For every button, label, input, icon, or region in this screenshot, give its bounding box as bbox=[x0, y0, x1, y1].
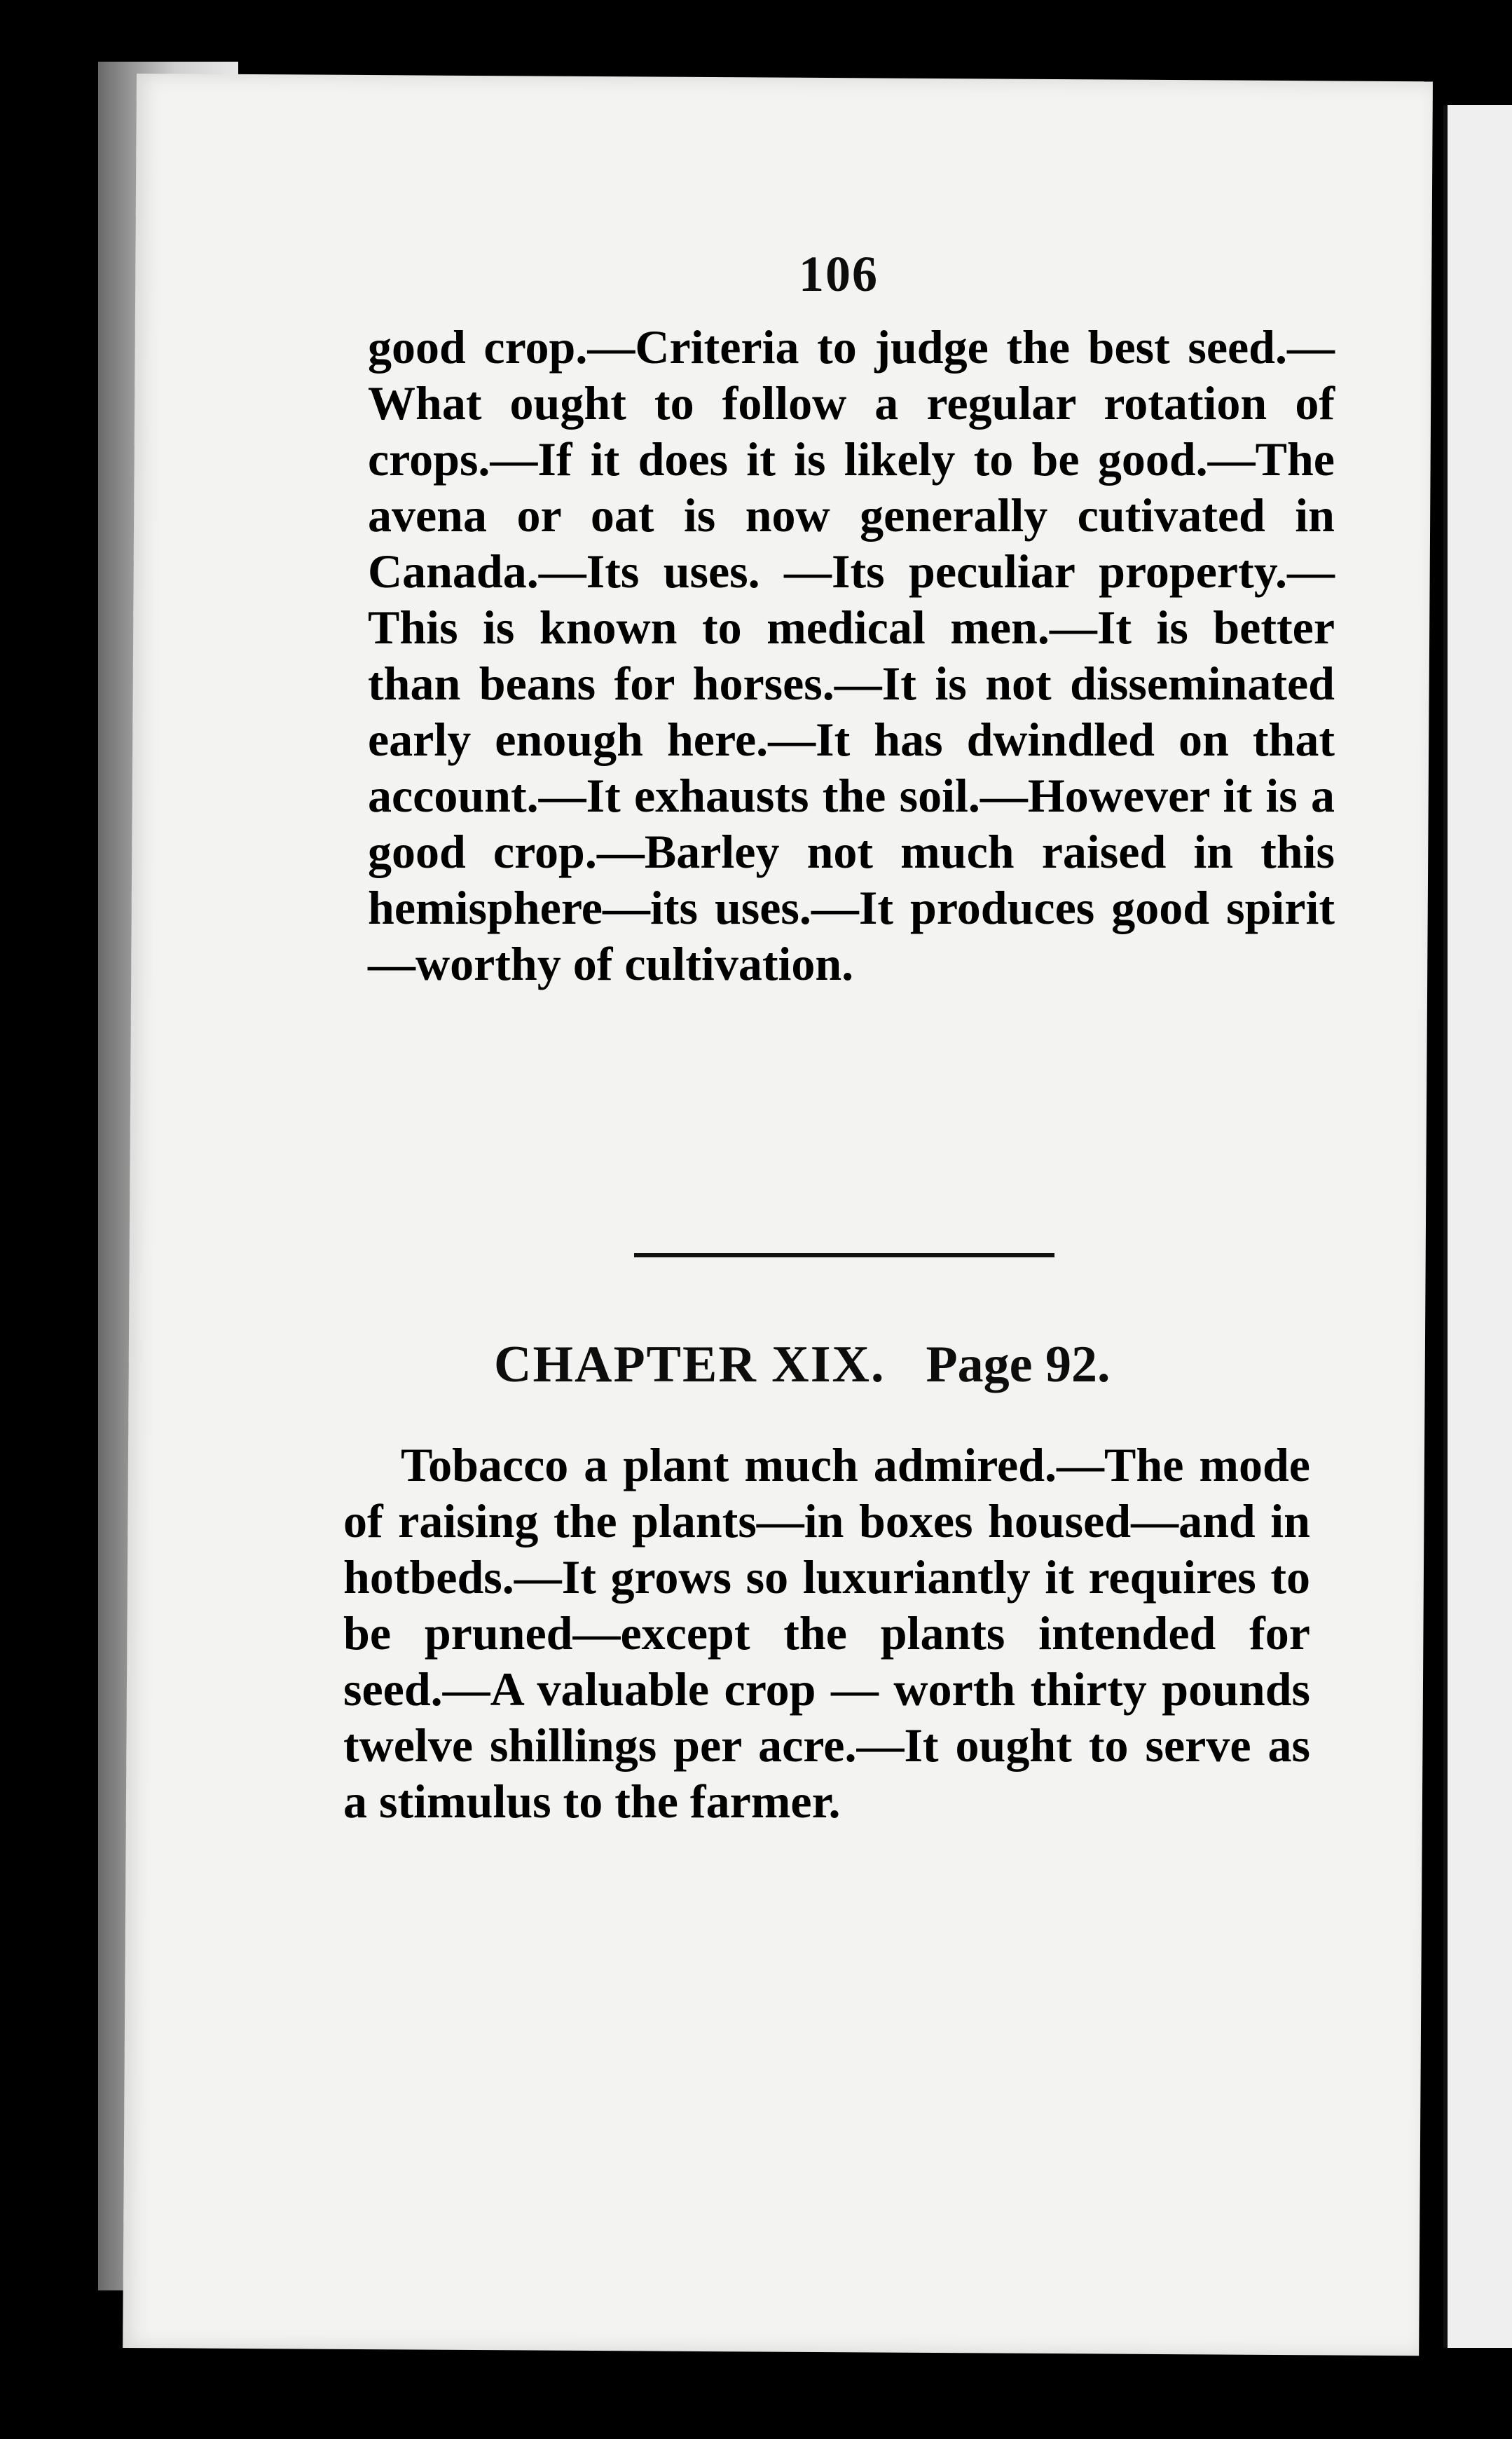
bottom-paragraph: Tobacco a plant much admired.—The mode of raising the plants—in boxes housed—and in hotbeds.—It grows so luxuriantly it requires to be pruned—except the plants intended for seed.—A valuable crop — worth thirty pounds twelve shillings per acre.—It ought to serve as a stimulus to the farmer. bbox=[343, 1438, 1310, 1828]
section-divider-rule bbox=[634, 1253, 1054, 1257]
facing-page-edge bbox=[1443, 105, 1512, 2348]
chapter-heading bbox=[494, 1335, 1111, 1395]
chapter-page-reference: Page 92. bbox=[926, 1336, 1111, 1393]
chapter-title: CHAPTER XIX. bbox=[494, 1336, 886, 1393]
top-paragraph: good crop.—Criteria to judge the best seed.—What ought to follow a regular rotation of crops.—If it does it is likely to be good.—The avena or oat is now generally cutivated in Canada.—Its uses. —Its peculiar property.—This is known to medical men.—It is better than beans for horses.—It is not disseminated early enough here.—It has dwindled on that account.—It exhausts the soil.—However it is a good crop.—Barley not much raised in this hemisphere—its uses.—It produces good spirit—worthy of cultivation. bbox=[368, 320, 1335, 990]
page-number: 106 bbox=[799, 246, 879, 302]
